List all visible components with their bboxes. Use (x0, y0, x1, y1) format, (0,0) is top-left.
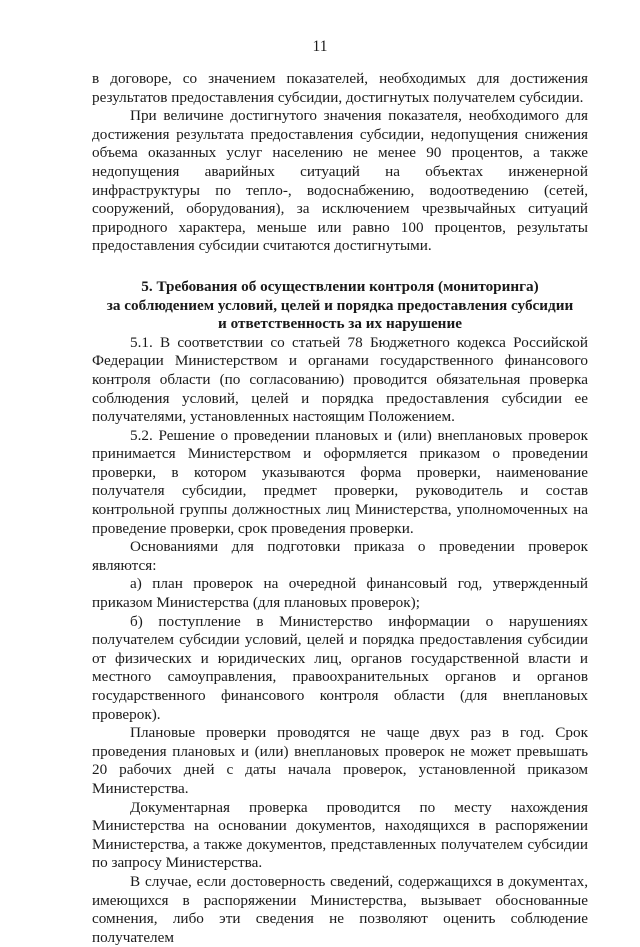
paragraph-planned-checks: Плановые проверки проводятся не чаще двух раз в год. Срок проведения плановых и (или) внеплановых проверок не может превышать 20 рабочих дней с даты начала проверок, установленной приказом Министерства. (92, 724, 588, 797)
paragraph-reliability: В случае, если достоверность сведений, содержащихся в документах, имеющихся в распоряжении Министерства, вызывает обоснованные сомнения, либо эти сведения не позволяют оценить соблюдение получателем (92, 872, 588, 946)
section-heading (92, 278, 588, 334)
section-heading-line-1: 5. Требования об осуществлении контроля (мониторинга) (141, 277, 539, 295)
section-heading-line-3: и ответственность за их нарушение (218, 315, 462, 333)
list-item-a: а) план проверок на очередной финансовый год, утвержденный приказом Министерства (для плановых проверок); (92, 575, 588, 612)
document-body (92, 70, 588, 947)
section-heading-line-2: за соблюдением условий, целей и порядка предоставления субсидии (106, 296, 574, 314)
paragraph-grounds: Основаниями для подготовки приказа о проведении проверок являются: (92, 538, 588, 574)
paragraph-intro: в договоре, со значением показателей, необходимых для достижения результатов предоставления субсидии, достигнутых получателем субсидии. (92, 70, 588, 106)
paragraph-threshold: При величине достигнутого значения показателя, необходимого для достижения результата предоставления субсидии, недопущения снижения объема оказанных услуг населению не менее 90 процентов, а также недопущения аварийных ситуаций на объектах инженерной инфраструктуры по тепло-, водоснабжению, водоотведению (сетей, сооружений, оборудования), за исключением чрезвычайных ситуаций природного характера, меньше или равно 100 процентов, результаты предоставления субсидии считаются достигнутыми. (92, 107, 588, 255)
paragraph-5-1: 5.1. В соответствии со статьей 78 Бюджетного кодекса Российской Федерации Министерством и органами государственного финансового контроля области (по согласованию) проводится обязательная проверка соблюдения условий, целей и порядка предоставления субсидии ее получателями, установленных настоящим Положением. (92, 333, 588, 426)
paragraph-documentary-check: Документарная проверка проводится по месту нахождения Министерства на основании документов, находящихся в распоряжении Министерства, а также документов, представленных получателем субсидии по запросу Министерства. (92, 798, 588, 872)
page-number: 11 (312, 38, 328, 55)
list-item-b: б) поступление в Министерство информации о нарушениях получателем субсидии условий, целей и порядка предоставления субсидии от физических и юридических лиц, органов государственной власти и местного самоуправления, правоохранительных органов и органов государственного финансового контроля области (для внеплановых проверок). (92, 612, 588, 723)
paragraph-5-2: 5.2. Решение о проведении плановых и (или) внеплановых проверок принимается Министерством и оформляется приказом о проведении проверки, в котором указываются форма проверки, наименование получателя субсидии, предмет проверки, руководитель и состав контрольной группы должностных лиц Министерства, уполномоченных на проведение проверки, срок проведения проверки. (92, 426, 588, 537)
